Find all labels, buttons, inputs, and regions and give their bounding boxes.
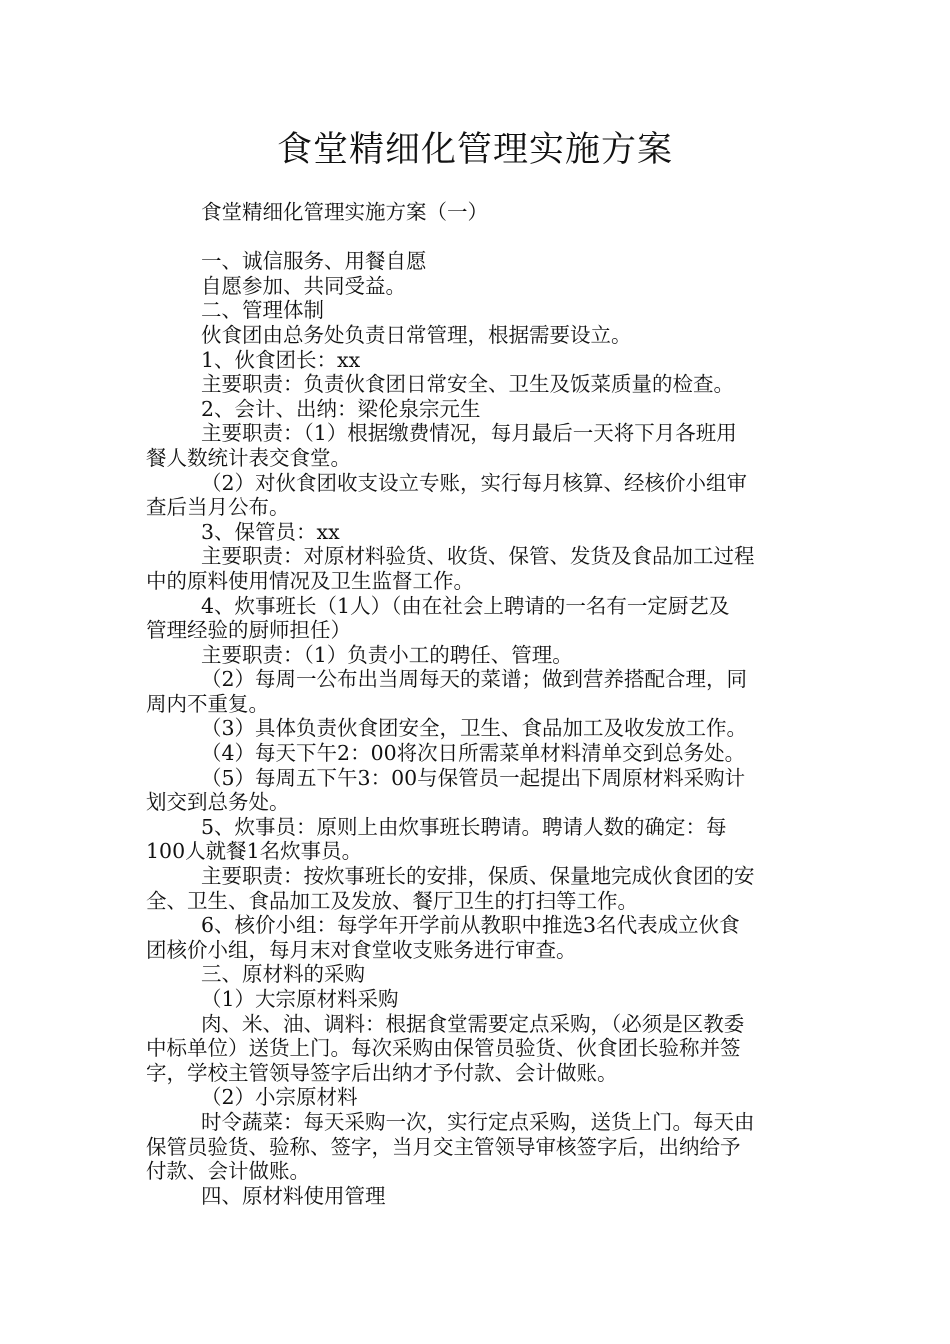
paragraph-line: （4）每天下午2：00将次日所需菜单材料清单交到总务处。 xyxy=(201,741,746,766)
paragraph-line: 保管员验货、验称、签字，当月交主管领导审核签字后，出纳给予 xyxy=(146,1134,741,1159)
paragraph-line: 周内不重复。 xyxy=(146,691,269,716)
list-item-heading: 4、炊事班长（1人）（由在社会上聘请的一名有一定厨艺及 xyxy=(201,593,730,618)
list-item-heading: 6、核价小组：每学年开学前从教职中推选3名代表成立伙食 xyxy=(201,913,740,938)
document-body xyxy=(146,200,808,1208)
paragraph-line: 管理经验的厨师担任） xyxy=(146,618,351,643)
spacer xyxy=(146,225,808,250)
paragraph-line: 100人就餐1名炊事员。 xyxy=(146,839,363,864)
section-heading: 三、原材料的采购 xyxy=(201,962,365,987)
list-item-heading: 5、炊事员：原则上由炊事班长聘请。聘请人数的确定：每 xyxy=(201,814,727,839)
paragraph-line: 字，学校主管领导签字后出纳才予付款、会计做账。 xyxy=(146,1060,618,1085)
paragraph-line: 主要职责：按炊事班长的安排，保质、保量地完成伙食团的安 xyxy=(201,864,755,889)
list-item-heading: 3、保管员：xx xyxy=(201,519,340,544)
paragraph-line: 主要职责：对原材料验货、收货、保管、发货及食品加工过程 xyxy=(201,544,755,569)
paragraph-line: 付款、会计做账。 xyxy=(146,1159,310,1184)
list-item-heading: 1、伙食团长：xx xyxy=(201,347,361,372)
section-heading: 四、原材料使用管理 xyxy=(201,1183,386,1208)
paragraph-line: （3）具体负责伙食团安全，卫生、食品加工及收发放工作。 xyxy=(201,716,748,741)
section-heading: 一、诚信服务、用餐自愿 xyxy=(201,249,427,274)
paragraph-line: （2）每周一公布出当周每天的菜谱；做到营养搭配合理，同 xyxy=(201,667,748,692)
subsection-heading: （1）大宗原材料采购 xyxy=(201,987,399,1011)
paragraph-line: 肉、米、油、调料：根据食堂需要定点采购，（必须是区教委 xyxy=(201,1011,745,1036)
paragraph-line: 团核价小组，每月末对食堂收支账务进行审查。 xyxy=(146,937,577,962)
paragraph-line: 主要职责：（1）根据缴费情况，每月最后一天将下月各班用 xyxy=(201,421,737,446)
paragraph-line: 划交到总务处。 xyxy=(146,790,290,815)
paragraph-line: 查后当月公布。 xyxy=(146,495,290,520)
paragraph-line: （5）每周五下午3：00与保管员一起提出下周原材料采购计 xyxy=(201,765,746,790)
paragraph-line: 中标单位）送货上门。每次采购由保管员验货、伙食团长验称并签 xyxy=(146,1036,741,1061)
paragraph-line: 全、卫生、食品加工及发放、餐厅卫生的打扫等工作。 xyxy=(146,888,638,913)
paragraph-line: 中的原料使用情况及卫生监督工作。 xyxy=(146,568,474,593)
paragraph-line: 餐人数统计表交食堂。 xyxy=(146,445,351,470)
document-title: 食堂精细化管理实施方案 xyxy=(276,130,673,170)
list-item-heading: 2、会计、出纳：梁伦泉宗元生 xyxy=(201,396,481,421)
paragraph-line: 伙食团由总务处负责日常管理，根据需要设立。 xyxy=(201,322,632,347)
section-heading: 二、管理体制 xyxy=(201,298,324,323)
document-subtitle: 食堂精细化管理实施方案（一） xyxy=(201,200,488,224)
paragraph-line: 自愿参加、共同受益。 xyxy=(201,273,406,298)
subsection-heading: （2）小宗原材料 xyxy=(201,1085,358,1110)
paragraph-line: （2）对伙食团收支设立专账，实行每月核算、经核价小组审 xyxy=(201,470,748,495)
paragraph-line: 时令蔬菜：每天采购一次，实行定点采购，送货上门。每天由 xyxy=(201,1109,755,1134)
paragraph-line: 主要职责：（1）负责小工的聘任、管理。 xyxy=(201,642,573,667)
paragraph-line: 主要职责：负责伙食团日常安全、卫生及饭菜质量的检查。 xyxy=(201,372,734,397)
